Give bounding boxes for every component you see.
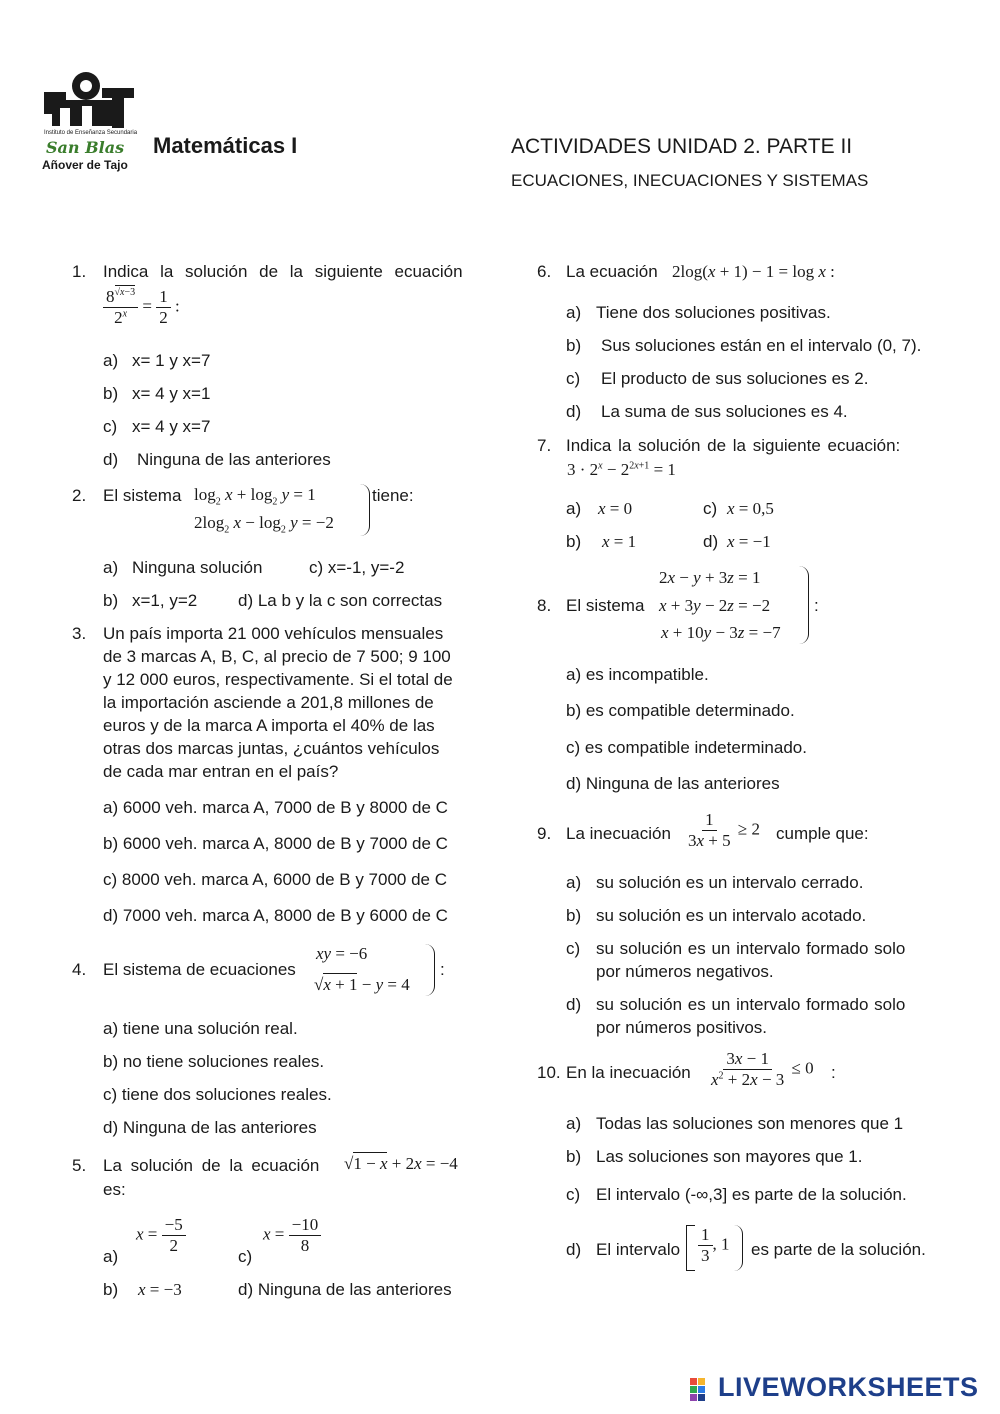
q1-text [103, 262, 477, 282]
q6-option-d-label: d) [566, 402, 582, 421]
activity-title: ACTIVIDADES UNIDAD 2. PARTE II [511, 135, 853, 158]
q5-text-2: es: [103, 1180, 126, 1199]
q2-eq-1: $\log_2 x + \log_2 y = 1$ [194, 485, 316, 508]
q2-text: El sistema [103, 486, 182, 505]
q8-after: : [814, 596, 819, 615]
school-line-1: Instituto de Enseñanza Secundaria [44, 130, 138, 136]
q8-option-d[interactable]: d) Ninguna de las anteriores [566, 774, 780, 793]
q10-right-paren [734, 1225, 743, 1271]
q2-option-d[interactable]: d) La b y la c son correctas [238, 591, 443, 610]
q1-option-a[interactable]: x= 1 y x=7 [132, 351, 211, 370]
q2-brace [360, 484, 370, 536]
q10-equation: $\frac{3x - 1}{x^2 + 2x - 3}$ ≤ 0 [711, 1049, 814, 1089]
q2-option-a[interactable]: Ninguna solución [132, 558, 263, 577]
q3-line-4: la importación asciende a 201,8 millones de [103, 693, 434, 712]
q7-number: 7. [537, 436, 552, 455]
activity-subtitle: ECUACIONES, INECUACIONES Y SISTEMAS [511, 171, 869, 190]
q2-option-b[interactable]: x=1, y=2 [132, 591, 198, 610]
q9-text: La inecuación [566, 824, 671, 843]
q3-option-b[interactable]: b) 6000 veh. marca A, 8000 de B y 7000 de C [103, 834, 448, 853]
q8-eq-2: x + 3y − 2z = −2 [659, 596, 771, 615]
q5-option-a[interactable]: x = $\frac{-5}{2}$ [136, 1216, 186, 1255]
q7-option-c[interactable]: x = 0,5 [727, 499, 774, 518]
q2-option-a-label: a) [103, 558, 119, 577]
q4-option-a[interactable]: a) tiene una solución real. [103, 1019, 298, 1038]
q10-option-b-label: b) [566, 1147, 582, 1166]
q1-option-b-label: b) [103, 384, 119, 403]
q5-option-d[interactable]: d) Ninguna de las anteriores [238, 1280, 452, 1299]
q5-number: 5. [72, 1156, 87, 1175]
q9-option-d[interactable]: su solución es un intervalo formado solo [596, 995, 906, 1014]
q7-equation: $3 \cdot 2^x - 2^{2x+1} = 1$ [567, 460, 676, 479]
q9-equation: $\frac{1}{3x + 5}$ ≥ 2 [688, 810, 760, 850]
q6-option-c[interactable]: El producto de sus soluciones es 2. [601, 369, 869, 388]
q9-option-b[interactable]: su solución es un intervalo acotado. [596, 906, 867, 925]
q5-option-a-label: a) [103, 1247, 119, 1266]
q7-option-b-label: b) [566, 532, 582, 551]
q10-left-bracket [686, 1225, 695, 1271]
q10-option-c[interactable]: El intervalo (-∞,3] es parte de la solución. [596, 1185, 907, 1204]
q10-option-a-label: a) [566, 1114, 582, 1133]
q3-option-d[interactable]: d) 7000 veh. marca A, 8000 de B y 6000 de C [103, 906, 448, 925]
q7-option-a-label: a) [566, 499, 582, 518]
q1-option-a-label: a) [103, 351, 119, 370]
q10-text: En la inecuación [566, 1063, 691, 1082]
q1-option-c-label: c) [103, 417, 118, 436]
q1-option-d-label: d) [103, 450, 119, 469]
q5-option-b-label: b) [103, 1280, 119, 1299]
q3-line-2: de 3 marcas A, B, C, al precio de 7 500; 9 100 [103, 647, 451, 666]
q10-number: 10. [537, 1063, 561, 1082]
q9-option-b-label: b) [566, 906, 582, 925]
q10-option-d-after: es parte de la solución. [751, 1240, 926, 1259]
q7-option-d-label: d) [703, 532, 719, 551]
q10-option-c-label: c) [566, 1185, 581, 1204]
q6-option-d[interactable]: La suma de sus soluciones es 4. [601, 402, 848, 421]
q2-option-b-label: b) [103, 591, 119, 610]
q1-option-d[interactable]: Ninguna de las anteriores [137, 450, 331, 469]
q4-option-b[interactable]: b) no tiene soluciones reales. [103, 1052, 325, 1071]
q5-text: La solución de la ecuación [103, 1156, 320, 1175]
liveworksheets-logo-icon [690, 1378, 714, 1402]
q3-option-c[interactable]: c) 8000 veh. marca A, 6000 de B y 7000 de C [103, 870, 447, 889]
q3-line-5: euros y de la marca A importa el 40% de las [103, 716, 435, 735]
q2-after: tiene: [372, 486, 414, 505]
q5-equation: √1 − x + 2x = −4 [344, 1154, 458, 1173]
q4-option-d[interactable]: d) Ninguna de las anteriores [103, 1118, 317, 1137]
q2-eq-2: $2\log_2$ $x - \log_2 y = -2$ [194, 513, 334, 536]
q9-after: cumple que: [776, 824, 869, 843]
q6-equation: 2log(x + 1) − 1 = log x : [672, 262, 835, 281]
q7-option-d[interactable]: x = −1 [727, 532, 771, 551]
q9-option-c-line2: por números negativos. [596, 962, 774, 981]
q9-option-a[interactable]: su solución es un intervalo cerrado. [596, 873, 864, 892]
q8-number: 8. [537, 596, 552, 615]
q8-brace [799, 566, 809, 644]
q8-option-b[interactable]: b) es compatible determinado. [566, 701, 795, 720]
q9-number: 9. [537, 824, 552, 843]
q1-text-content: Indica la solución de la siguiente ecuación [103, 262, 463, 281]
q10-option-a[interactable]: Todas las soluciones son menores que 1 [596, 1114, 904, 1133]
q8-option-c[interactable]: c) es compatible indeterminado. [566, 738, 807, 757]
q1-equation: $\frac{8^{√x-3}}{2^x}$ = $\frac{1}{2}$ : [103, 288, 180, 327]
q7-option-b[interactable]: x = 1 [602, 532, 637, 551]
liveworksheets-watermark: LIVEWORKSHEETS [718, 1372, 979, 1402]
q5-option-c-label: c) [238, 1247, 253, 1266]
school-logo [42, 70, 138, 178]
page-title: Matemáticas I [153, 133, 298, 158]
q4-text: El sistema de ecuaciones [103, 960, 296, 979]
q9-option-d-line2: por números positivos. [596, 1018, 768, 1037]
q8-eq-3: x + 10y − 3z = −7 [661, 623, 781, 642]
q5-option-c[interactable]: x = $\frac{-10}{8}$ [263, 1216, 321, 1255]
q10-option-d[interactable]: El intervalo [596, 1240, 681, 1259]
school-line-3: Añover de Tajo [42, 158, 128, 172]
q6-option-a[interactable]: Tiene dos soluciones positivas. [596, 303, 831, 322]
q1-number: 1. [72, 262, 87, 281]
q8-option-a[interactable]: a) es incompatible. [566, 665, 709, 684]
q2-number: 2. [72, 486, 87, 505]
q3-option-a[interactable]: a) 6000 veh. marca A, 7000 de B y 8000 de C [103, 798, 448, 817]
q3-line-7: de cada mar entran en el país? [103, 762, 339, 781]
q3-line-3: y 12 000 euros, respectivamente. Si el total de [103, 670, 453, 689]
q4-eq-1: xy = −6 [316, 944, 368, 963]
q10-option-b[interactable]: Las soluciones son mayores que 1. [596, 1147, 863, 1166]
q8-eq-1: 2x − y + 3z = 1 [659, 568, 761, 587]
q4-brace [425, 944, 435, 996]
q9-option-c[interactable]: su solución es un intervalo formado solo [596, 939, 906, 958]
q10-option-d-label: d) [566, 1240, 582, 1259]
q6-option-c-label: c) [566, 369, 581, 388]
q3-line-1: Un país importa 21 000 vehículos mensuales [103, 624, 444, 643]
q6-option-b-label: b) [566, 336, 582, 355]
q3-line-6: otras dos marcas juntas, ¿cuántos vehículos [103, 739, 440, 758]
q10-interval: $\frac{1}{3}$ , 1 [698, 1226, 730, 1265]
q8-text: El sistema [566, 596, 645, 615]
q3-number: 3. [72, 624, 87, 643]
q2-option-c[interactable]: c) x=-1, y=-2 [309, 558, 405, 577]
q6-option-b[interactable]: Sus soluciones están en el intervalo (0, 7). [601, 336, 922, 355]
q6-option-a-label: a) [566, 303, 582, 322]
q1-option-c[interactable]: x= 4 y x=7 [132, 417, 211, 436]
q9-option-c-label: c) [566, 939, 581, 958]
q7-option-c-label: c) [703, 499, 718, 518]
q9-option-a-label: a) [566, 873, 582, 892]
q4-number: 4. [72, 960, 87, 979]
q7-text: Indica la solución de la siguiente ecuación: [566, 436, 901, 455]
q1-option-b[interactable]: x= 4 y x=1 [132, 384, 211, 403]
q6-text: La ecuación [566, 262, 658, 281]
q4-eq-2: √x + 1 − y = 4 [314, 975, 410, 994]
q10-after: : [831, 1063, 836, 1082]
q1-colon: : [174, 296, 180, 316]
q9-option-d-label: d) [566, 995, 582, 1014]
school-line-2: San Blas [46, 138, 125, 157]
q7-option-a[interactable]: x = 0 [598, 499, 633, 518]
q4-option-c[interactable]: c) tiene dos soluciones reales. [103, 1085, 332, 1104]
q4-after: : [440, 960, 445, 979]
q6-number: 6. [537, 262, 552, 281]
q5-option-b[interactable]: x = −3 [138, 1280, 182, 1299]
